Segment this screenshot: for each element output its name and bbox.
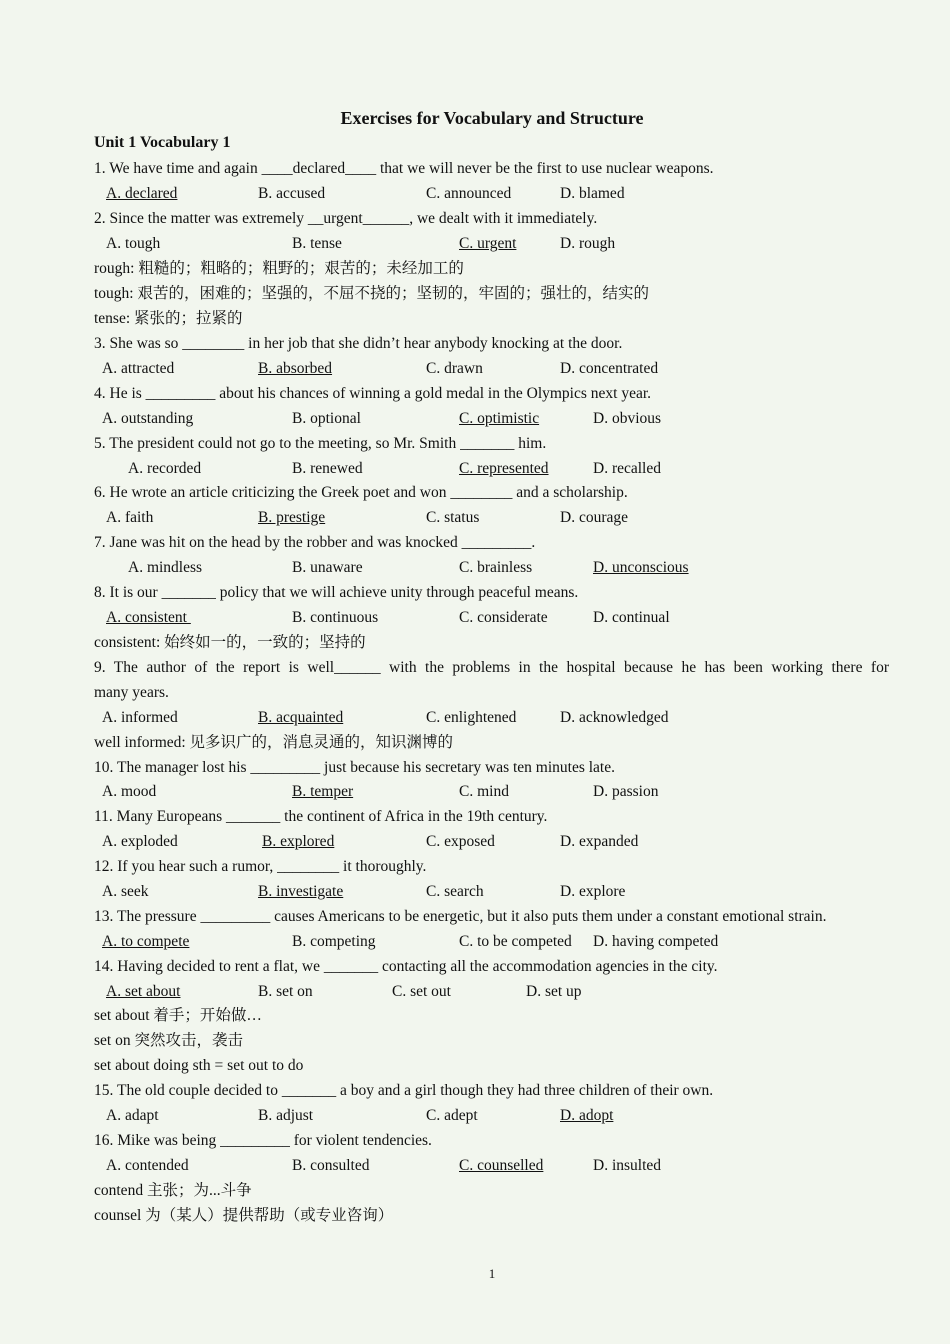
q5-option-d: D. recalled xyxy=(593,460,661,477)
note-tough: tough: 艰苦的，困难的；坚强的，不屈不挠的；坚韧的，牢固的；强壮的，结实的 xyxy=(94,285,649,302)
question-13: 13. The pressure _________ causes Americans to be energetic, but it also puts them under a constant emotional strain. xyxy=(94,908,827,925)
q7-option-c: C. brainless xyxy=(459,559,533,576)
q7-option-d: D. unconscious xyxy=(593,559,689,576)
q15-option-d: D. adopt xyxy=(560,1107,614,1124)
q3-option-a: A. attracted xyxy=(102,360,175,377)
unit-heading: Unit 1 Vocabulary 1 xyxy=(94,134,231,151)
q4-option-c: C. optimistic xyxy=(459,410,540,427)
q11-option-c: C. exposed xyxy=(426,833,495,850)
q12-option-c: C. search xyxy=(426,883,484,900)
q2-option-a: A. tough xyxy=(106,235,161,252)
q9-option-d: D. acknowledged xyxy=(560,709,669,726)
note-counsel: counsel 为（某人）提供帮助（或专业咨询） xyxy=(94,1207,394,1224)
q16-option-a: A. contended xyxy=(106,1157,189,1174)
question-4: 4. He is _________ about his chances of winning a gold medal in the Olympics next year. xyxy=(94,385,652,402)
q11-option-a: A. exploded xyxy=(102,833,178,850)
question-9: 9. The author of the report is well______ with the problems in the hospital because he has been working there for xyxy=(94,659,889,676)
page-number: 1 xyxy=(488,1266,496,1281)
question-2: 2. Since the matter was extremely __urgent______, we dealt with it immediately. xyxy=(94,210,598,227)
question-1: 1. We have time and again ____declared____ that we will never be the first to use nuclear weapons. xyxy=(94,160,714,177)
q2-option-c: C. urgent xyxy=(459,235,517,252)
q6-option-a: A. faith xyxy=(106,509,154,526)
q13-option-a: A. to compete xyxy=(102,933,190,950)
q5-option-c: C. represented xyxy=(459,460,549,477)
question-15: 15. The old couple decided to _______ a boy and a girl though they had three children of their own. xyxy=(94,1082,714,1099)
q3-option-c: C. drawn xyxy=(426,360,483,377)
q4-option-d: D. obvious xyxy=(593,410,662,427)
note-set-about: set about 着手；开始做… xyxy=(94,1007,262,1024)
q14-option-d: D. set up xyxy=(526,983,582,1000)
q12-option-b: B. investigate xyxy=(258,883,344,900)
q9-option-b: B. acquainted xyxy=(258,709,344,726)
q16-option-d: D. insulted xyxy=(593,1157,662,1174)
q3-option-b: B. absorbed xyxy=(258,360,333,377)
q6-option-c: C. status xyxy=(426,509,480,526)
note-tense: tense: 紧张的；拉紧的 xyxy=(94,310,243,327)
q7-option-a: A. mindless xyxy=(128,559,203,576)
q4-option-a: A. outstanding xyxy=(102,410,194,427)
q5-option-b: B. renewed xyxy=(292,460,363,477)
question-16: 16. Mike was being _________ for violent tendencies. xyxy=(94,1132,432,1149)
question-12: 12. If you hear such a rumor, ________ it thoroughly. xyxy=(94,858,427,875)
q16-option-b: B. consulted xyxy=(292,1157,370,1174)
question-14: 14. Having decided to rent a flat, we _______ contacting all the accommodation agencies in the city. xyxy=(94,958,718,975)
q1-option-b: B. accused xyxy=(258,185,326,202)
q11-option-d: D. expanded xyxy=(560,833,639,850)
q6-option-b: B. prestige xyxy=(258,509,326,526)
question-9-continued: many years. xyxy=(94,684,169,701)
q10-option-d: D. passion xyxy=(593,783,659,800)
q15-option-a: A. adapt xyxy=(106,1107,159,1124)
q7-option-b: B. unaware xyxy=(292,559,363,576)
q4-option-b: B. optional xyxy=(292,410,361,427)
page-title: Exercises for Vocabulary and Structure xyxy=(340,108,644,128)
q10-option-c: C. mind xyxy=(459,783,509,800)
note-rough: rough: 粗糙的；粗略的；粗野的；艰苦的；未经加工的 xyxy=(94,260,464,277)
note-set-on: set on 突然攻击，袭击 xyxy=(94,1032,243,1049)
q11-option-b: B. explored xyxy=(262,833,335,850)
question-7: 7. Jane was hit on the head by the robber and was knocked _________. xyxy=(94,534,536,551)
note-contend: contend 主张；为...斗争 xyxy=(94,1182,252,1199)
question-8: 8. It is our _______ policy that we will achieve unity through peaceful means. xyxy=(94,584,579,601)
q14-option-b: B. set on xyxy=(258,983,313,1000)
q8-option-a: A. consistent xyxy=(106,609,191,626)
q16-option-c: C. counselled xyxy=(459,1157,544,1174)
q8-option-d: D. continual xyxy=(593,609,670,626)
q12-option-d: D. explore xyxy=(560,883,626,900)
question-5: 5. The president could not go to the meeting, so Mr. Smith _______ him. xyxy=(94,435,547,452)
q15-option-c: C. adept xyxy=(426,1107,478,1124)
q9-option-c: C. enlightened xyxy=(426,709,517,726)
question-10: 10. The manager lost his _________ just because his secretary was ten minutes late. xyxy=(94,759,615,776)
q1-option-d: D. blamed xyxy=(560,185,625,202)
q6-option-d: D. courage xyxy=(560,509,628,526)
q12-option-a: A. seek xyxy=(102,883,149,900)
question-11: 11. Many Europeans _______ the continent of Africa in the 19th century. xyxy=(94,808,548,825)
q2-option-b: B. tense xyxy=(292,235,342,252)
q13-option-d: D. having competed xyxy=(593,933,719,950)
q1-option-c: C. announced xyxy=(426,185,512,202)
q8-option-b: B. continuous xyxy=(292,609,379,626)
note-consistent: consistent: 始终如一的，一致的；坚持的 xyxy=(94,634,366,651)
note-well-informed: well informed: 见多识广的，消息灵通的，知识渊博的 xyxy=(94,734,454,751)
q8-option-c: C. considerate xyxy=(459,609,548,626)
q9-option-a: A. informed xyxy=(102,709,178,726)
question-3: 3. She was so ________ in her job that she didn’t hear anybody knocking at the door. xyxy=(94,335,623,352)
q14-option-a: A. set about xyxy=(106,983,181,1000)
q13-option-c: C. to be competed xyxy=(459,933,572,950)
note-set-about-doing: set about doing sth = set out to do xyxy=(94,1057,304,1074)
q2-option-d: D. rough xyxy=(560,235,616,252)
q14-option-c: C. set out xyxy=(392,983,451,1000)
q1-option-a: A. declared xyxy=(106,185,178,202)
q15-option-b: B. adjust xyxy=(258,1107,314,1124)
question-6: 6. He wrote an article criticizing the Greek poet and won ________ and a scholarship. xyxy=(94,484,628,501)
q5-option-a: A. recorded xyxy=(128,460,202,477)
q13-option-b: B. competing xyxy=(292,933,376,950)
q10-option-b: B. temper xyxy=(292,783,354,800)
q10-option-a: A. mood xyxy=(102,783,157,800)
q3-option-d: D. concentrated xyxy=(560,360,659,377)
